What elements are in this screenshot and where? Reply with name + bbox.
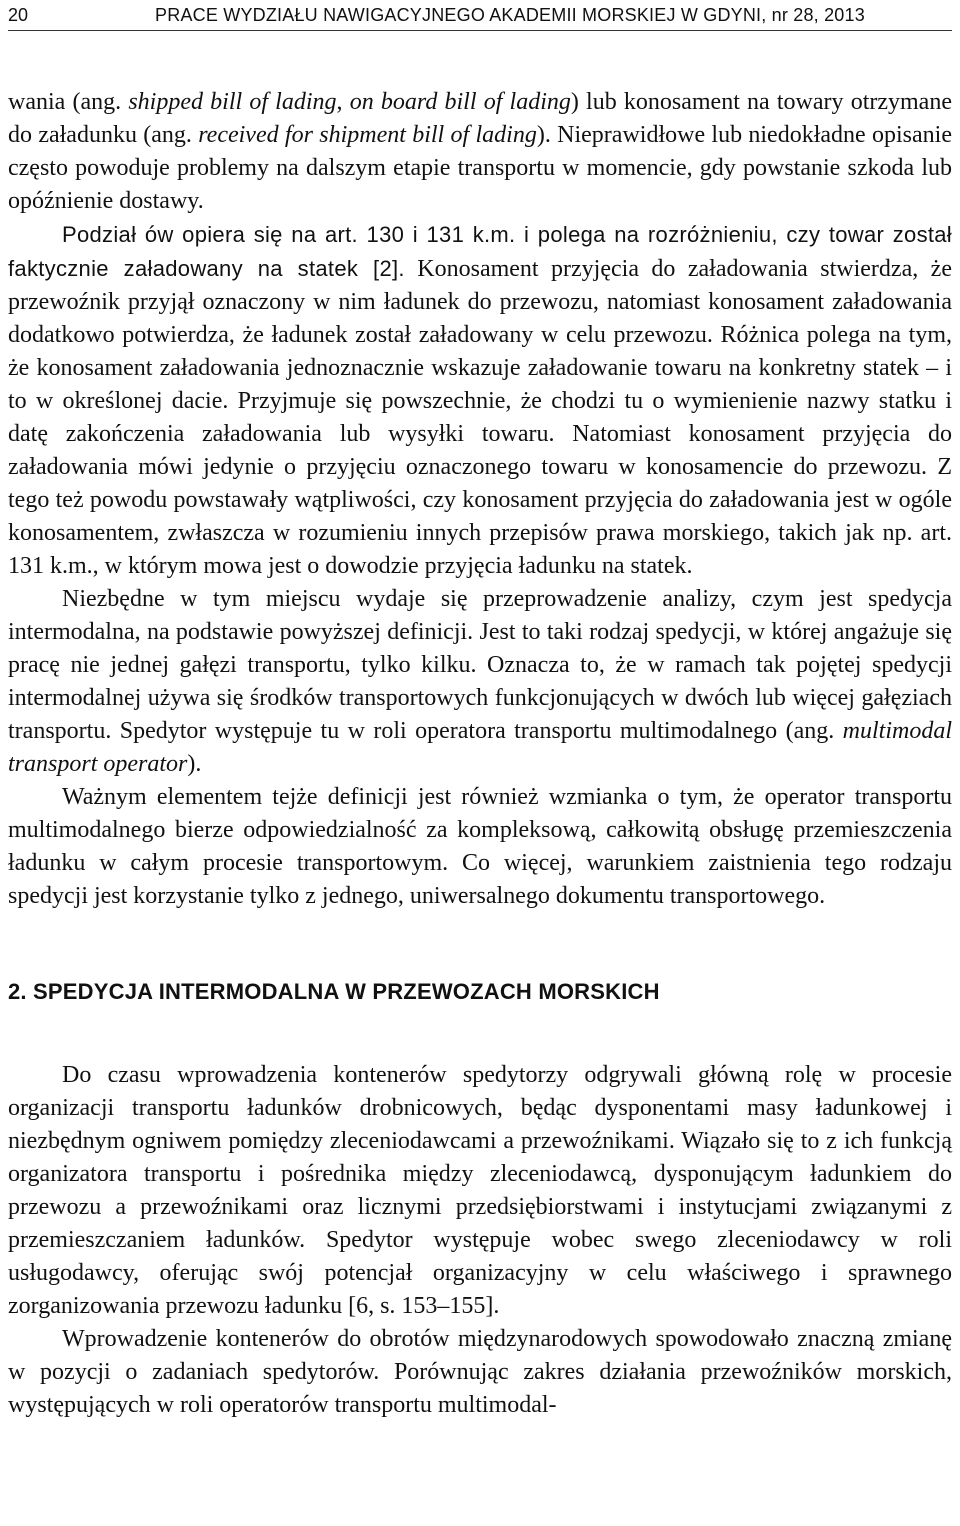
- text-run: ) lub konosament na towary otrzymane do załadunku (ang.: [8, 89, 952, 148]
- paragraph-operator-responsibility: Ważnym elementem tejże definicji jest również wzmianka o tym, że operator transportu multimodalnego bierze odpowiedzialność za kompleksową, całkowitą obsługę przemieszczenia ładunku w całym procesie transportowym. Co więcej, warunkiem zaistnienia tego rodzaju spedycji jest korzystanie tylko z jednego, uniwersalnego dokumentu transportowego.: [8, 784, 952, 909]
- text-run: ,: [336, 89, 350, 115]
- text-run: Konosament przyjęcia do załadowania stwierdza, że przewoźnik przyjął oznaczony w nim ładunek do przewozu, natomiast konosament załadowania dodatkowo potwierdza, że ładunek został załadowany w celu przewozu. Różnica polega na tym, że konosament załadowania jednoznacznie wskazuje załadowanie towaru na konkretny statek – i to w określonej dacie. Przyjmuje się powszechnie, że chodzi tu o wymienienie nazwy statku i datę zakończenia załadowania lub wysyłki towaru. Natomiast konosament przyjęcia do załadowania mówi jedynie o przyjęciu oznaczonego towaru w konosamencie do przewozu. Z tego też powodu powstawały wątpliwości, czy konosament przyjęcia do załadowania jest w ogóle konosamentem, zwłaszcza w rozumieniu innych przepisów prawa morskiego, takich jak np. art. 131 k.m., w którym mowa jest o dowodzie przyjęcia ładunku na statek.: [8, 256, 952, 579]
- text-run: wania (ang.: [8, 89, 129, 115]
- running-header: [8, 0, 952, 31]
- english-term: on board bill of lading: [349, 89, 571, 115]
- paragraph-containers: Wprowadzenie kontenerów do obrotów międzynarodowych spowodowało znaczną zmianę w pozycji o zadaniach spedytorów. Porównując zakres działania przewoźników morskich, występujących w roli operatorów transportu multimodal-: [8, 1326, 952, 1418]
- paragraph-continued: [8, 86, 952, 218]
- text-run: Niezbędne w tym miejscu wydaje się przeprowadzenie analizy, czym jest spedycja intermodalna, na podstawie powyższej definicji. Jest to taki rodzaj spedycji, w której angażuje się pracę nie jednej gałęzi transportu, tylko kilku. Oznacza to, że w ramach tak pojętej spedycji intermodalnej używa się środków transportowych funkcjonujących w dwóch lub więcej gałęziach transportu. Spedytor występuje tu w roli operatora transportu multimodalnego (ang.: [8, 586, 952, 744]
- paragraph-forwarders-role: Do czasu wprowadzenia kontenerów spedytorzy odgrywali główną rolę w procesie organizacji transportu ładunków drobnicowych, będąc dysponentami masy ładunkowej i niezbędnym ogniwem pomiędzy zleceniodawcami a przewoźnikami. Wiązało się to z ich funkcją organizatora transportu i pośrednika między zleceniodawcą, dysponującym ładunkiem do przewozu a przewoźnikami oraz licznymi przedsiębiorstwami i instytucjami związanymi z przemieszczaniem ładunków. Spedytor występuje wobec swego zleceniodawcy w roli usługodawcy, oferując swój potencjał organizacyjny w celu właściwego i sprawnego zorganizowania przewozu ładunku [6, s. 153–155].: [8, 1062, 952, 1319]
- english-term: received for shipment bill of lading: [198, 122, 537, 148]
- page-number: 20: [8, 4, 29, 25]
- article-body: [8, 86, 952, 1422]
- paragraph-intermodal-analysis: [8, 583, 952, 781]
- english-term: multimodal transport operator: [8, 718, 952, 777]
- paragraph-bill-of-lading: [8, 218, 952, 583]
- english-term: shipped bill of lading: [128, 89, 337, 115]
- text-run: ).: [187, 751, 202, 777]
- text-run: ). Nieprawidłowe lub niedokładne opisanie często powoduje problemy na dalszym etapie transportu w momencie, gdy powstanie szkoda lub opóźnienie dostawy.: [8, 122, 952, 214]
- running-title: PRACE WYDZIAŁU NAWIGACYJNEGO AKADEMII MORSKIEJ W GDYNI, nr 28, 2013: [155, 4, 865, 25]
- section-heading: 2. SPEDYCJA INTERMODALNA W PRZEWOZACH MORSKICH: [8, 979, 660, 1004]
- text-run-sans: Podział ów opiera się na art. 130 i 131 k.m. i polega na rozróżnieniu, czy towar został faktycznie załadowany na statek [2].: [8, 222, 952, 281]
